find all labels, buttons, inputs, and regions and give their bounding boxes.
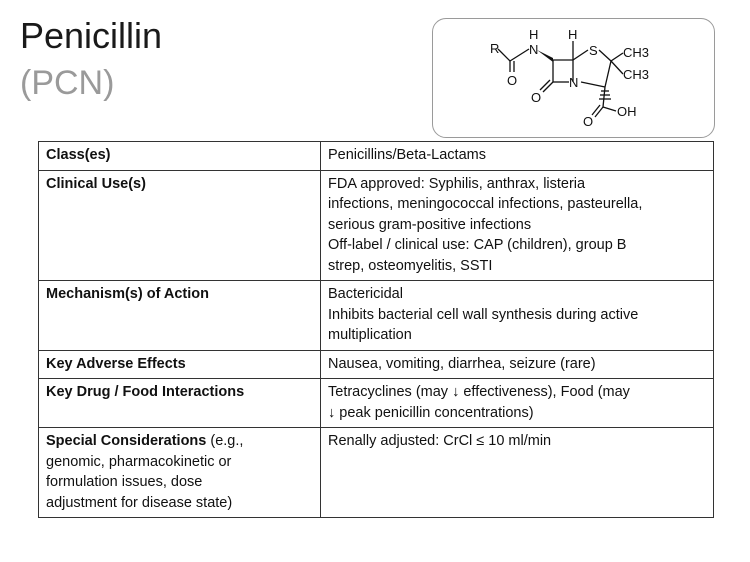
value-line: infections, meningococcal infections, pasteurella, bbox=[328, 196, 643, 212]
penicillin-structure-diagram bbox=[433, 19, 714, 137]
value-line: Tetracyclines (may ↓ effectiveness), Food (may bbox=[328, 384, 630, 400]
methyl-top: CH3 bbox=[623, 45, 650, 60]
page-title: Penicillin bbox=[20, 15, 163, 56]
atom-r: R bbox=[490, 41, 500, 56]
value-line: Bactericidal bbox=[328, 286, 403, 302]
row-label-note-line: adjustment for disease state) bbox=[46, 494, 233, 511]
value-line: serious gram-positive infections bbox=[328, 216, 532, 233]
atom-o-acid: O bbox=[583, 114, 594, 129]
value-line: FDA approved: Syphilis, anthrax, listeria bbox=[328, 175, 586, 192]
row-label-note: (e.g., bbox=[206, 433, 244, 449]
row-label-note-line: genomic, pharmacokinetic or bbox=[46, 453, 232, 470]
row-label: Mechanism(s) of Action bbox=[39, 281, 321, 351]
methyl-bottom: CH3 bbox=[623, 67, 650, 82]
table-row bbox=[39, 428, 714, 518]
value-line: Renally adjusted: CrCl ≤ 10 ml/min bbox=[328, 433, 552, 449]
table-row bbox=[39, 142, 714, 171]
row-value bbox=[321, 379, 714, 428]
atom-s: S bbox=[589, 43, 598, 58]
row-value bbox=[321, 281, 714, 351]
atom-o-lactam: O bbox=[531, 90, 542, 105]
chemical-structure-panel bbox=[432, 18, 715, 138]
value-line: Inhibits bacterial cell wall synthesis during active bbox=[328, 306, 639, 323]
page-subtitle: (PCN) bbox=[20, 64, 115, 102]
row-label: Clinical Use(s) bbox=[39, 170, 321, 281]
table-row bbox=[39, 379, 714, 428]
value-line: ↓ peak penicillin concentrations) bbox=[328, 404, 534, 421]
row-label-text: Special Considerations bbox=[46, 433, 207, 449]
table-row bbox=[39, 170, 714, 281]
value-line: multiplication bbox=[328, 327, 412, 343]
value-line: Nausea, vomiting, diarrhea, seizure (rare) bbox=[328, 355, 596, 372]
row-label-note-line: formulation issues, dose bbox=[46, 474, 203, 490]
row-value bbox=[321, 142, 714, 171]
drug-info-table bbox=[38, 141, 714, 518]
table-row bbox=[39, 350, 714, 379]
row-value bbox=[321, 350, 714, 379]
row-label: Key Drug / Food Interactions bbox=[39, 379, 321, 428]
atom-n-amide: N bbox=[529, 42, 539, 57]
row-value bbox=[321, 170, 714, 281]
value-line: Off-label / clinical use: CAP (children), group B bbox=[328, 237, 627, 253]
row-label: Class(es) bbox=[39, 142, 321, 171]
atom-h-amide: H bbox=[529, 27, 539, 42]
atom-h-ring: H bbox=[568, 27, 578, 42]
atom-n-ring: N bbox=[569, 75, 579, 90]
table-row bbox=[39, 281, 714, 351]
value-line: Penicillins/Beta-Lactams bbox=[328, 147, 486, 163]
row-label: Key Adverse Effects bbox=[39, 350, 321, 379]
atom-o-amide: O bbox=[507, 73, 518, 88]
row-value bbox=[321, 428, 714, 518]
atom-oh: OH bbox=[617, 104, 637, 119]
row-label bbox=[39, 428, 321, 518]
value-line: strep, osteomyelitis, SSTI bbox=[328, 257, 493, 274]
